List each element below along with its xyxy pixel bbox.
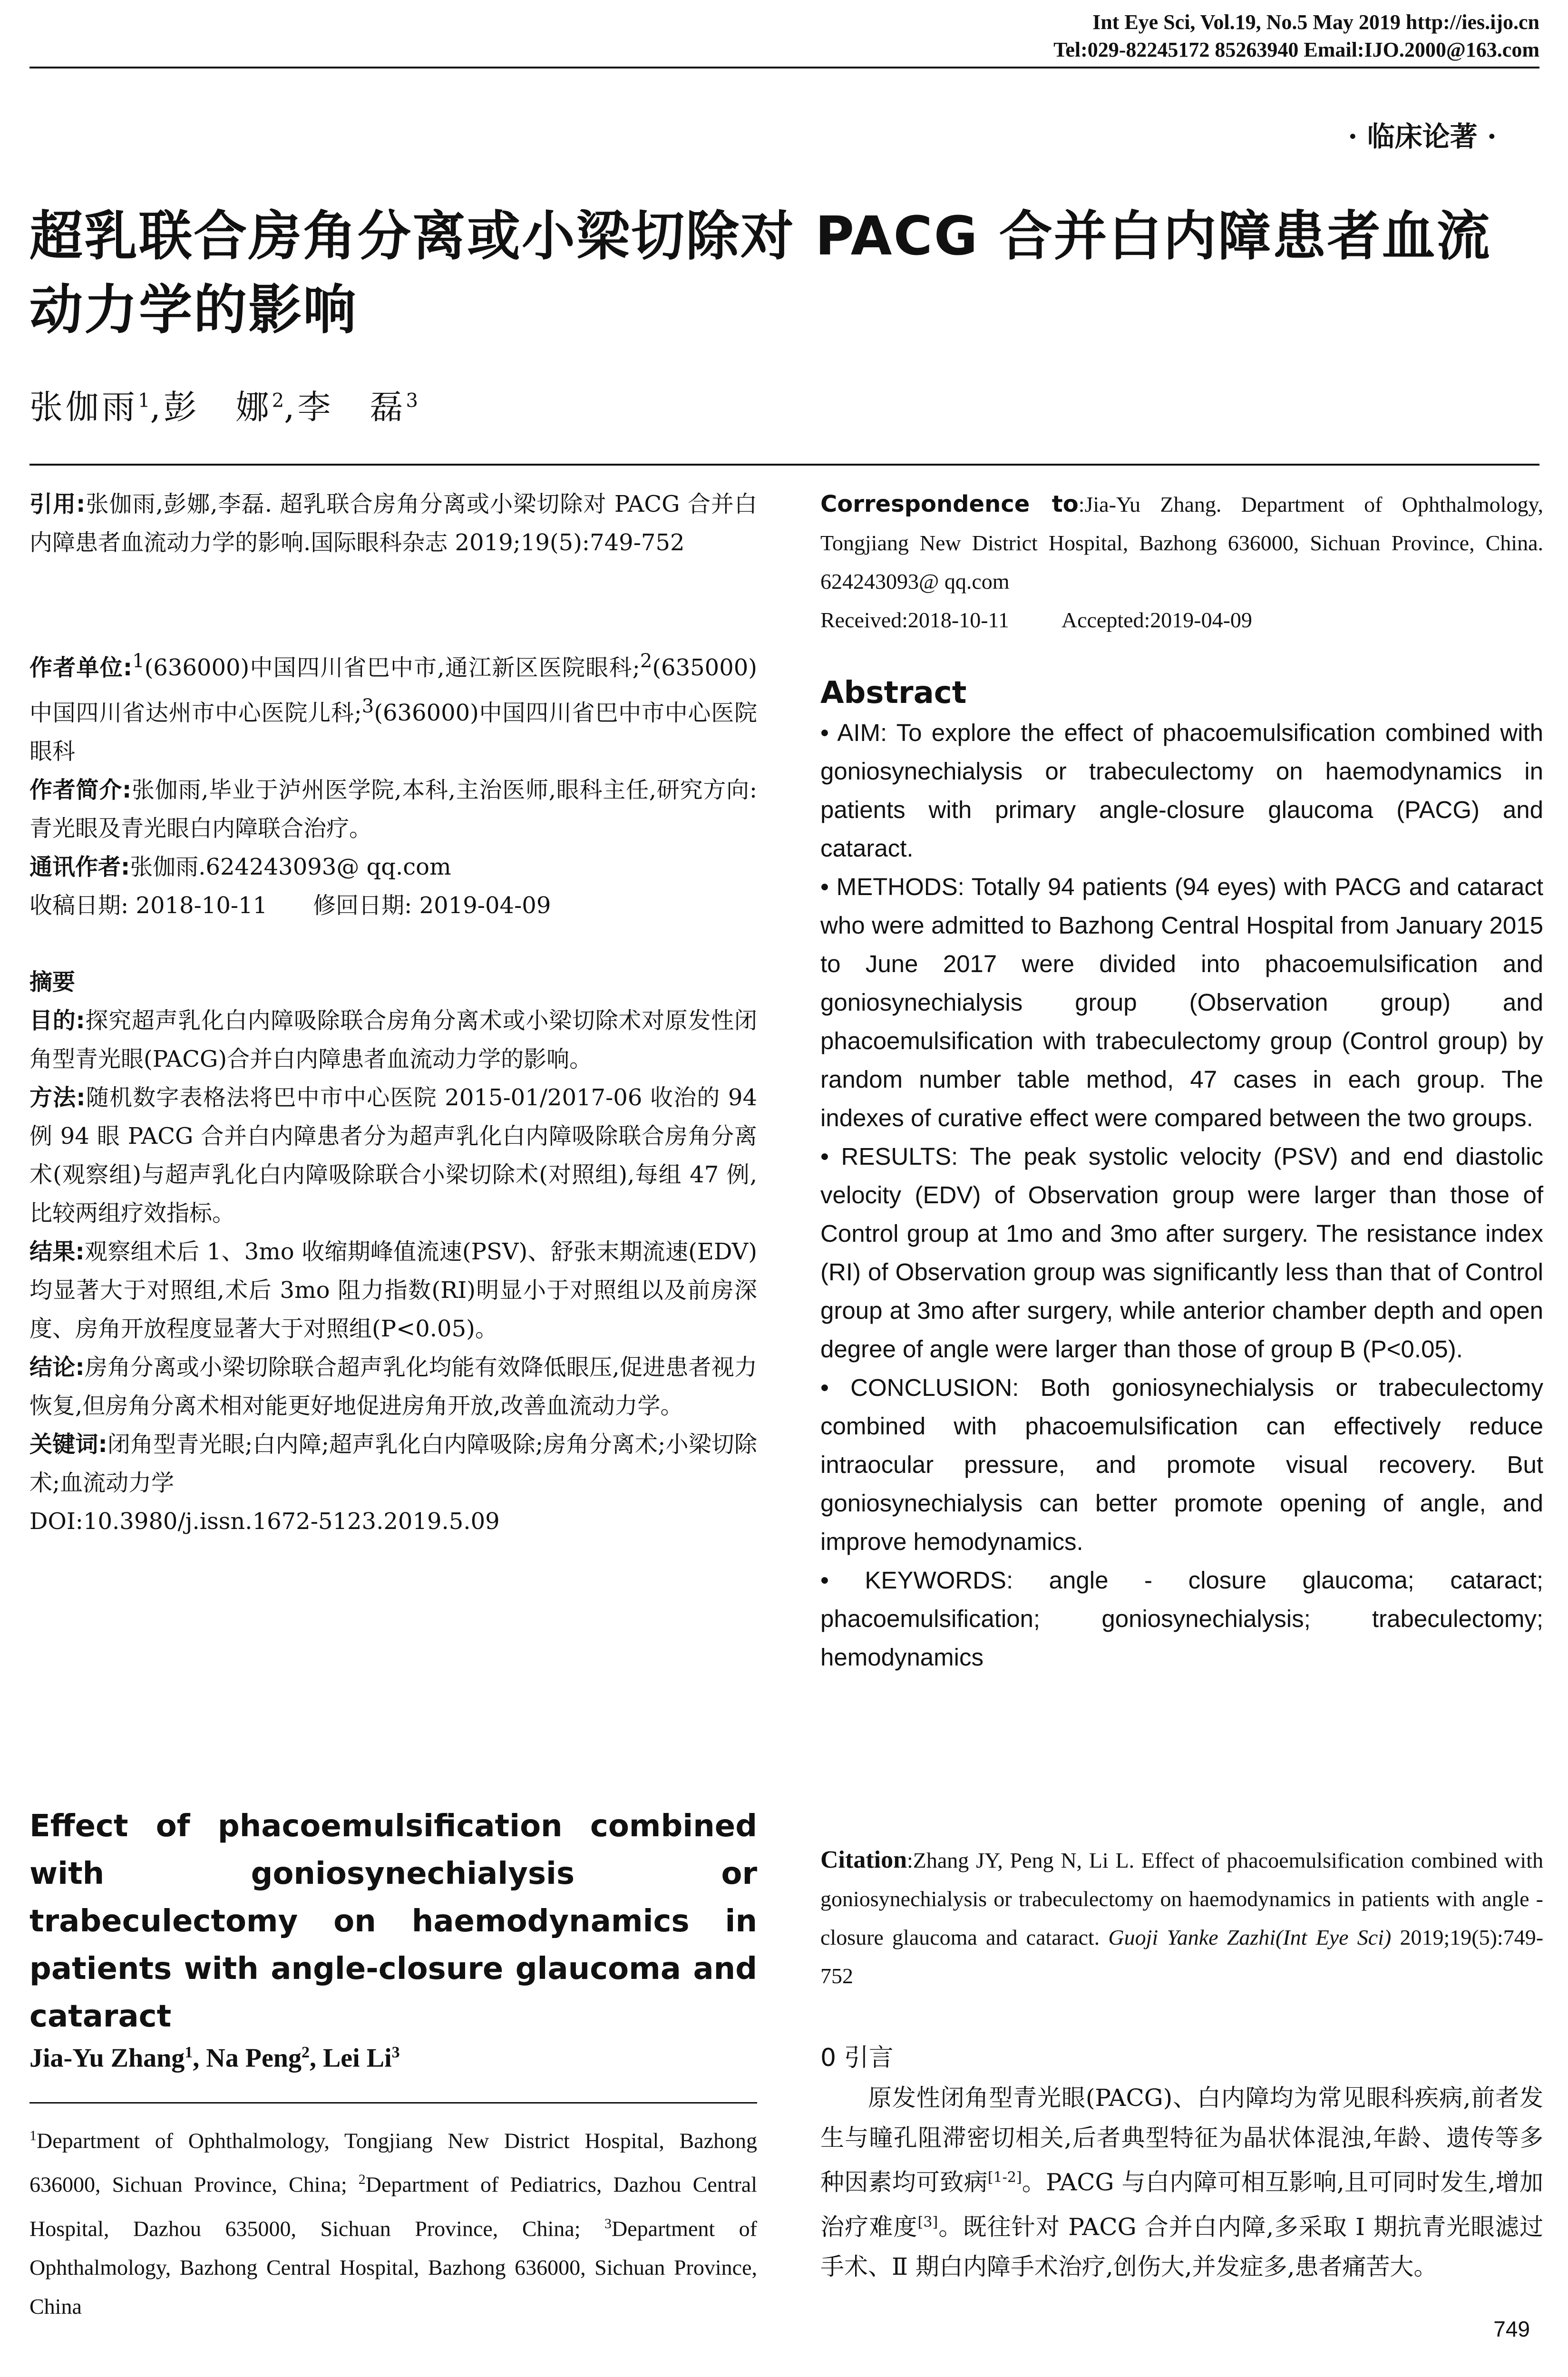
- citation-volume: 2019;19(5):749-752: [820, 1925, 1544, 1988]
- abstract-methods-en: • METHODS: Totally 94 patients (94 eyes) with PACG and cataract who were admitted to Bazhong Central Hospital from January 2015 to June 2017 were divided into phacoemulsification and goniosynechialysis group (Observation group) and phacoemulsification with trabeculectomy group (Control group) by random number table method, 47 cases in each group. The indexes of curative effect were compared between the two groups.: [820, 873, 1543, 1131]
- citation-label-en: Citation: [820, 1846, 907, 1873]
- author-3-sup: 3: [406, 390, 418, 412]
- journal-header-line1: Int Eye Sci, Vol.19, No.5 May 2019 http://ies.ijo.cn: [1092, 10, 1539, 34]
- abstract-results-en: • RESULTS: The peak systolic velocity (PSV) and end diastolic velocity (EDV) of Observation group were larger than those of Control group at 1mo and 3mo after surgery. The resistance index (RI) of Observation group was significantly less than that of Control group at 3mo after surgery, while anterior chamber depth and open degree of angle were larger than those of group B (P<0.05).: [820, 1143, 1543, 1363]
- journal-header-line2: Tel:029-82245172 85263940 Email:IJO.2000@163.com: [1053, 38, 1539, 61]
- unit-sup-1: 1: [132, 650, 145, 672]
- conclusion-label-cn: 结论:: [29, 1354, 85, 1381]
- affiliation-en: [29, 2116, 757, 2326]
- unit-sup-3: 3: [361, 695, 374, 717]
- corr-label-cn: 通讯作者:: [29, 854, 130, 880]
- doi: DOI:10.3980/j.issn.1672-5123.2019.5.09: [29, 1508, 500, 1535]
- received-date: Received:2018-10-11: [820, 608, 1009, 632]
- abstract-en: [820, 675, 1543, 1676]
- corr-text-en: :Jia-Yu Zhang. Department of Ophthalmology, Tongjiang New District Hospital, Bazhong 636000, Sichuan Province, China. 624243093@ qq.com: [820, 492, 1543, 594]
- unit-label: 作者单位:: [29, 654, 133, 681]
- corr-text-cn: 张伽雨.624243093@ qq.com: [130, 854, 451, 880]
- header-rule: [29, 67, 1539, 68]
- english-title: Effect of phacoemulsification combined with goniosynechialysis or trabeculectomy on haemodynamics in patients with angle-closure glaucoma and cataract: [29, 1809, 757, 2034]
- intro-text-3: 。既往针对 PACG 合并白内障,多采取 Ⅰ 期抗青光眼滤过手术、Ⅱ 期白内障手术治疗,创伤大,并发症多,患者痛苦大。: [820, 2213, 1543, 2281]
- authors-rule: [29, 464, 1539, 466]
- abstract-head-en: Abstract: [820, 675, 967, 711]
- result-text-cn: 观察组术后 1、3mo 收缩期峰值流速(PSV)、舒张末期流速(EDV)均显著大于对照组,术后 3mo 阻力指数(RI)明显小于对照组以及前房深度、房角开放程度显著大于对照组(P<0.05)。: [29, 1238, 757, 1342]
- paper-title: 超乳联合房角分离或小梁切除对 PACG 合并白内障患者血流动力学的影响: [29, 205, 1491, 341]
- unit-text-3: (636000)中国四川省巴中市中心医院眼科: [29, 700, 757, 765]
- method-text-cn: 随机数字表格法将巴中市中心医院 2015-01/2017-06 收治的 94 例 94 眼 PACG 合并白内障患者分为超声乳化白内障吸除联合房角分离术(观察组)与超声乳化白内障吸除联合小梁切除术(对照组),每组 47 例,比较两组疗效指标。: [29, 1084, 757, 1227]
- section-tag: · 临床论著 ·: [1348, 120, 1497, 153]
- aim-text-cn: 探究超声乳化白内障吸除联合房角分离术或小梁切除术对原发性闭角型青光眼(PACG)合并白内障患者血流动力学的影响。: [29, 1007, 757, 1072]
- citation-block-cn: [29, 485, 757, 562]
- abstract-conclusion-en: • CONCLUSION: Both goniosynechialysis or trabeculectomy combined with phacoemulsification can effectively reduce intraocular pressure, and promote visual recovery. But goniosynechialysis can better promote opening of angle, and improve hemodynamics.: [820, 1374, 1543, 1555]
- abstract-cn: [29, 963, 757, 1541]
- abstract-keywords-en: • KEYWORDS: angle - closure glaucoma; cataract; phacoemulsification; goniosynechialysis; trabeculectomy; hemodynamics: [820, 1567, 1543, 1671]
- citation-text-en: :Zhang JY, Peng N, Li L. Effect of phacoemulsification combined with goniosynechialysis or trabeculectomy on haemodynamics in patients with angle - closure glaucoma and cataract.: [820, 1848, 1543, 1949]
- affiliation-block-cn: [29, 642, 757, 925]
- author-2: 彭 娜: [163, 388, 272, 427]
- author-en-3-sup: 3: [391, 2044, 400, 2061]
- corr-label-en: Correspondence to: [820, 491, 1079, 517]
- author-en-3: Lei Li: [322, 2043, 392, 2073]
- aff-sup-3: 3: [604, 2215, 612, 2231]
- citation-journal: Guoji Yanke Zazhi(Int Eye Sci): [1108, 1925, 1392, 1949]
- keywords-label-cn: 关键词:: [29, 1431, 107, 1458]
- author-1: 张伽雨: [29, 388, 138, 427]
- bio-text: 张伽雨,毕业于泸州医学院,本科,主治医师,眼科主任,研究方向:青光眼及青光眼白内障联合治疗。: [29, 777, 758, 842]
- aff-text-2: Department of Pediatrics, Dazhou Central Hospital, Dazhou 635000, Sichuan Province, China;: [29, 2172, 758, 2241]
- author-1-sup: 1: [138, 390, 150, 412]
- author-sep: ,: [150, 388, 164, 427]
- author-2-sup: 2: [272, 390, 284, 412]
- authors-cn: [29, 380, 418, 429]
- cite-text: 张伽雨,彭娜,李磊. 超乳联合房角分离或小梁切除对 PACG 合并白内障患者血流动力学的影响.国际眼科杂志 2019;19(5):749-752: [29, 491, 757, 556]
- aff-text-1: Department of Ophthalmology, Tongjiang New District Hospital, Bazhong 636000, Sichuan Province, China;: [29, 2128, 757, 2197]
- intro-ref-2: [3]: [917, 2213, 938, 2231]
- unit-sup-2: 2: [640, 650, 653, 672]
- authors-en: Jia-Yu Zhang$^1$, Na Peng$^2$, Lei Li$^3$: [29, 2043, 400, 2073]
- bio-label: 作者简介:: [29, 777, 132, 803]
- author-3: 李 磊: [297, 388, 406, 427]
- author-en-1: Jia-Yu Zhang: [29, 2043, 185, 2073]
- page-number: 749: [1493, 2317, 1530, 2341]
- author-sep: ,: [284, 388, 298, 427]
- result-label-cn: 结果:: [29, 1238, 85, 1265]
- abstract-aim-en: • AIM: To explore the effect of phacoemulsification combined with goniosynechialysis or trabeculectomy on haemodynamics in patients with primary angle-closure glaucoma (PACG) and cataract.: [820, 719, 1543, 862]
- author-en-2: Na Peng: [206, 2043, 302, 2073]
- intro-heading: 0 引言: [820, 2044, 894, 2072]
- cite-label: 引用:: [29, 491, 86, 517]
- intro-text-1: 原发性闭角型青光眼(PACG)、白内障均为常见眼科疾病,前者发生与瞳孔阻滞密切相关,后者典型特征为晶状体混浊,年龄、遗传等多种因素均可致病: [820, 2084, 1543, 2196]
- conclusion-text-cn: 房角分离或小梁切除联合超声乳化均能有效降低眼压,促进患者视力恢复,但房角分离术相对能更好地促进房角开放,改善血流动力学。: [29, 1354, 757, 1419]
- aff-sup-2: 2: [358, 2172, 366, 2188]
- introduction: [820, 2038, 1543, 2287]
- author-en-1-sup: 1: [185, 2044, 193, 2061]
- method-label-cn: 方法:: [29, 1084, 86, 1111]
- affiliation-rule-en: [29, 2102, 757, 2104]
- intro-ref-1: [1-2]: [987, 2169, 1022, 2186]
- unit-text-1: (636000)中国四川省巴中市,通江新区医院眼科;: [144, 654, 640, 681]
- keywords-text-cn: 闭角型青光眼;白内障;超声乳化白内障吸除;房角分离术;小梁切除术;血流动力学: [29, 1431, 757, 1496]
- aim-label-cn: 目的:: [29, 1007, 85, 1034]
- correspondence-en: [820, 485, 1543, 639]
- unit-text-2: (635000)中国四川省达州市中心医院儿科;: [29, 654, 757, 726]
- dates-cn: 收稿日期: 2018-10-11 修回日期: 2019-04-09: [29, 892, 551, 919]
- aff-text-3: Department of Ophthalmology, Bazhong Central Hospital, Bazhong 636000, Sichuan Province, China: [29, 2216, 757, 2319]
- accepted-date: Accepted:2019-04-09: [1061, 608, 1252, 632]
- journal-header: [1053, 9, 1539, 64]
- abstract-head-cn: 摘要: [29, 969, 76, 995]
- aff-sup-1: 1: [29, 2128, 37, 2143]
- author-en-2-sup: 2: [301, 2044, 310, 2061]
- intro-text-2: 。PACG 与白内障可相互影响,且可同时发生,增加治疗难度: [820, 2168, 1543, 2241]
- citation-en: [820, 1841, 1543, 1995]
